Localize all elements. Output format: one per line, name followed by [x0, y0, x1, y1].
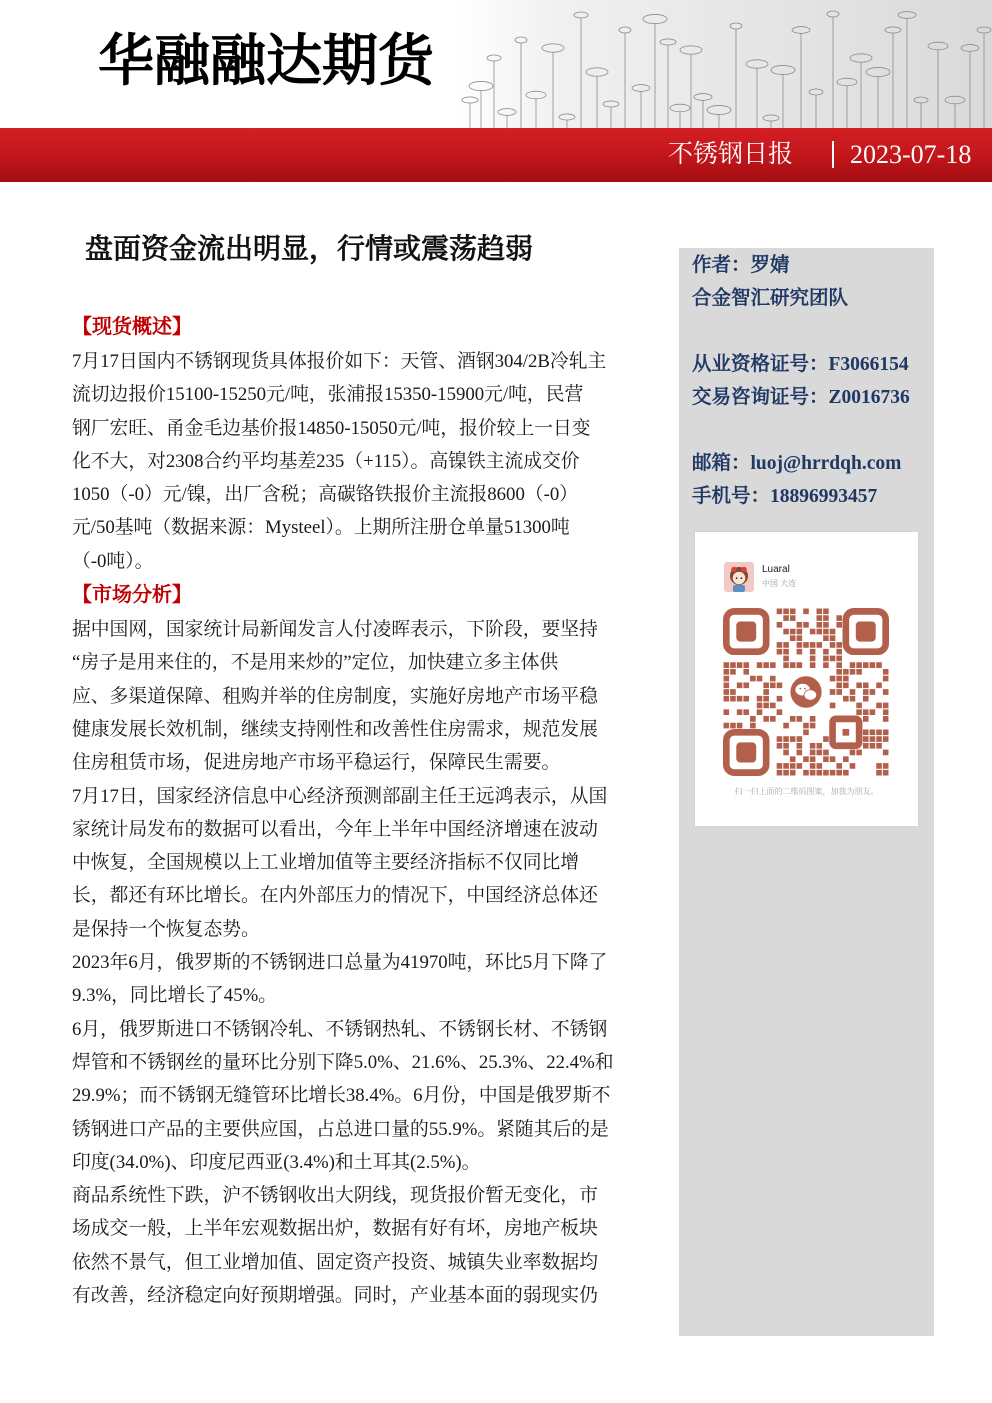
- decor-lollipop: [603, 101, 619, 128]
- header-decoration: [455, 0, 992, 128]
- qualification-number: 从业资格证号：F3066154: [692, 354, 909, 375]
- decor-lollipop: [643, 14, 667, 128]
- paragraph: [72, 1013, 617, 1179]
- decor-lollipop: [885, 27, 901, 128]
- paragraph-line: 应、多渠道保障、租购并举的住房制度，实施好房地产市场平稳: [72, 685, 598, 707]
- decor-lollipop: [462, 97, 478, 128]
- paragraph-line: 6月，俄罗斯进口不锈钢冷轧、不锈钢热轧、不锈钢长材、不锈钢: [72, 1018, 608, 1040]
- spacer: [692, 414, 910, 447]
- decor-lollipop: [619, 27, 631, 128]
- decor-lollipop: [586, 68, 608, 128]
- author-name: 作者：罗婧: [692, 255, 790, 276]
- wechat-logo-icon: [787, 673, 826, 712]
- author-email: 邮箱：luoj@hrrdqh.com: [692, 453, 902, 474]
- decor-lollipop: [515, 37, 527, 128]
- paragraph-line: 9.3%，同比增长了45%。: [72, 985, 278, 1007]
- paragraph-line: 家统计局发布的数据可以看出，今年上半年中国经济增速在波动: [72, 818, 598, 840]
- paragraph-line: 长，都还有环比增长。在内外部压力的情况下，中国经济总体还: [72, 885, 598, 907]
- decor-lollipop: [680, 46, 702, 128]
- decor-lollipop: [660, 39, 676, 128]
- decor-lollipop: [866, 67, 890, 128]
- decor-lollipop: [792, 27, 810, 128]
- paragraph-line: 健康发展长效机制，继续支持刚性和改善性住房需求，规范发展: [72, 718, 598, 740]
- decor-lollipop: [945, 96, 965, 128]
- decor-lollipop: [771, 65, 795, 128]
- paragraph-line: 2023年6月，俄罗斯的不锈钢进口总量为41970吨，环比5月下降了: [72, 952, 608, 974]
- decor-lollipop: [730, 23, 742, 128]
- qr-contact-location: 中国 大连: [762, 579, 797, 588]
- section-heading: 【现货概述】: [72, 316, 192, 338]
- paragraph-line: 锈钢进口产品的主要供应国，占总进口量的55.9%。紧随其后的是: [72, 1118, 609, 1140]
- decor-lollipop: [559, 114, 575, 128]
- research-team: 合金智汇研究团队: [692, 288, 849, 309]
- paragraph-line: 焊管和不锈钢丝的量环比分别下降5.0%、21.6%、25.3%、22.4%和: [72, 1051, 614, 1073]
- consulting-number: 交易咨询证号：Z0016736: [692, 387, 910, 408]
- paragraph-line: 7月17日，国家经济信息中心经济预测部副主任王远鸿表示，从国: [72, 785, 608, 807]
- paragraph: [72, 1179, 617, 1312]
- decor-lollipop: [574, 12, 588, 128]
- decor-lollipop: [707, 105, 731, 128]
- paragraph: [72, 780, 617, 946]
- decorative-lines: [455, 0, 992, 128]
- decor-lollipop: [914, 97, 928, 128]
- qr-code: [723, 608, 889, 776]
- paragraph-line: （-0吨）。: [72, 550, 154, 572]
- decor-lollipop: [977, 27, 991, 128]
- report-type: 不锈钢日报: [668, 141, 794, 168]
- paragraph-line: 有改善，经济稳定向好预期增强。同时，产业基本面的弱现实仍: [72, 1285, 598, 1307]
- decor-lollipop: [670, 104, 690, 128]
- paragraph-line: 是保持一个恢复态势。: [72, 918, 260, 940]
- report-section: [72, 310, 617, 578]
- section-heading: 【市场分析】: [72, 584, 192, 607]
- avatar: [724, 562, 754, 592]
- paragraph-line: 据中国网，国家统计局新闻发言人付凌晖表示，下阶段，要坚持: [72, 619, 598, 641]
- author-info: [692, 249, 910, 513]
- decor-lollipop: [928, 42, 948, 128]
- spacer: [692, 315, 910, 348]
- decor-lollipop: [632, 85, 650, 128]
- paragraph-line: 场成交一般，上半年宏观数据出炉，数据有好有坏，房地产板块: [72, 1218, 598, 1240]
- author-sidebar: [679, 248, 934, 1336]
- paragraph: [72, 345, 617, 578]
- decor-lollipop: [487, 55, 501, 128]
- paragraph-line: 住房租赁市场，促进房地产市场平稳运行，保障民生需要。: [72, 752, 561, 774]
- decor-lollipop: [694, 94, 712, 128]
- paragraph-line: 中恢复，全国规模以上工业增加值等主要经济指标不仅同比增: [72, 852, 580, 874]
- decor-lollipop: [763, 115, 779, 128]
- report-banner: [0, 128, 992, 182]
- paragraph-line: 元/50基吨（数据来源：Mysteel）。上期所注册仓单量51300吨: [72, 517, 570, 539]
- paragraph-line: 流切边报价15100-15250元/吨，张浦报15350-15900元/吨，民营: [72, 384, 584, 406]
- paragraph-line: 1050（-0）元/镍，出厂含税；高碳铬铁报价主流报8600（-0）: [72, 484, 579, 506]
- decor-lollipop: [498, 109, 516, 128]
- decor-lollipop: [469, 81, 493, 128]
- author-phone: 手机号：18896993457: [692, 486, 878, 507]
- decor-lollipop: [746, 60, 768, 128]
- decor-lollipop: [809, 89, 823, 128]
- decor-lollipop: [526, 91, 546, 128]
- report-title: 盘面资金流出明显，行情或震荡趋弱: [85, 234, 534, 265]
- paragraph-line: 29.9%；而不锈钢无缝管环比增长38.4%。6月份，中国是俄罗斯不: [72, 1085, 611, 1107]
- decor-lollipop: [827, 11, 839, 128]
- paragraph-line: 化不大，对2308合约平均基差235（+115）。高镍铁主流成交价: [72, 450, 580, 472]
- paragraph-line: 依然不景气，但工业增加值、固定资产投资、城镇失业率数据均: [72, 1251, 598, 1273]
- report-body: [72, 310, 617, 1312]
- paragraph-line: 商品系统性下跌，沪不锈钢收出大阴线，现货报价暂无变化，市: [72, 1185, 598, 1207]
- decor-lollipop: [850, 54, 872, 128]
- decor-lollipop: [837, 78, 857, 128]
- paragraph-line: 印度(34.0%)、印度尼西亚(3.4%)和土耳其(2.5%)。: [72, 1151, 481, 1173]
- paragraph-line: 7月17日国内不锈钢现货具体报价如下：天管、酒钢304/2B冷轧主: [72, 351, 607, 372]
- report-section: [72, 578, 617, 1312]
- paragraph: [72, 613, 617, 779]
- company-name: 华融融达期货: [98, 29, 434, 94]
- paragraph-line: “房子是用来住的，不是用来炒的”定位，加快建立多主体供: [72, 652, 559, 674]
- wechat-qr-card: [695, 532, 918, 826]
- banner-divider: [832, 141, 834, 168]
- qr-caption: 扫一扫上面的二维码图案，加我为朋友。: [734, 787, 879, 796]
- decor-lollipop: [961, 45, 979, 128]
- qr-contact-name: Luaral: [762, 564, 790, 575]
- paragraph: [72, 946, 617, 1013]
- report-date: 2023-07-18: [850, 140, 972, 169]
- paragraph-line: 钢厂宏旺、甬金毛边基价报14850-15050元/吨，报价较上一日变: [72, 417, 591, 439]
